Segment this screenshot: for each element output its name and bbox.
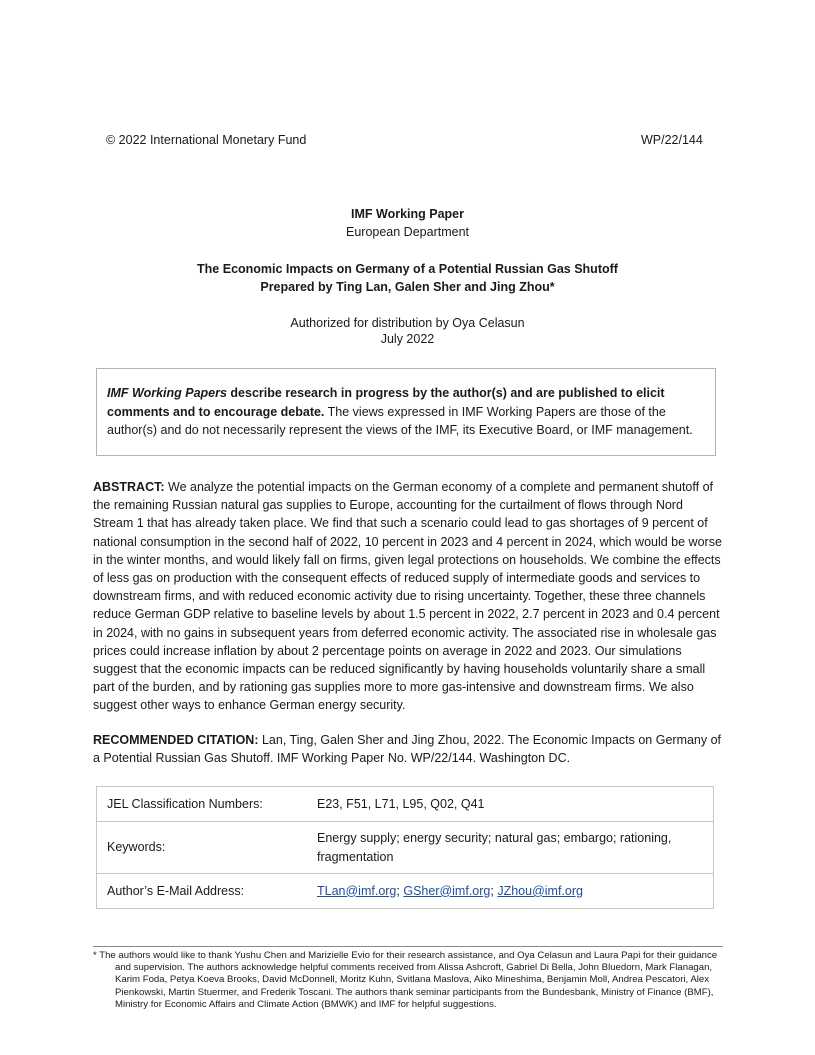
abstract [93,478,723,715]
paper-title: The Economic Impacts on Germany of a Potential Russian Gas Shutoff [197,262,618,276]
email-link-lan[interactable]: TLan@imf.org [317,883,397,898]
disclaimer-bold-text: describe research in progress by the author(s) and are published to elicit comments and to encourage debate. [107,386,665,419]
citation-text: Lan, Ting, Galen Sher and Jing Zhou, 2022. The Economic Impacts on Germany of a Potential Russian Gas Shutoff. IMF Working Paper No. WP/22/144. Washington DC. [93,733,722,766]
jel-value: E23, F51, L71, L95, Q02, Q41 [307,787,714,822]
authorized-by: Authorized for distribution by Oya Celasun [290,316,525,330]
series-name: IMF Working Paper [351,207,464,221]
publication-date: July 2022 [380,332,435,346]
disclaimer-plain-text: The views expressed in IMF Working Papers are those of the author(s) and do not necessarily represent the views of the IMF, its Executive Board, or IMF management. [107,404,693,437]
department: European Department [346,225,469,239]
abstract-text: We analyze the potential impacts on the German economy of a complete and permanent shutoff of the remaining Russian natural gas supplies to Europe, accounting for the curtailment of flows through Nord Stream 1 that has already taken place. We find that such a scenario could lead to gas shortages of 9 percent of national consumption in the second half of 2022, 10 percent in 2023 and 4 percent in 2024, which would be worse in the winter months, and would likely fall on firms, given legal protections on households. We combine the effects of less gas on production with the consequent effects of reduced supply of intermediate goods and services to downstream firms, and with reduced economic activity due to rising uncertainty. Together, these three channels reduce German GDP relative to baseline levels by about 1.5 percent in 2022, 2.7 percent in 2023 and 0.4 percent in 2024, with no gains in subsequent years from deferred economic activity. The associated rise in wholesale gas prices could increase inflation by about 2 percentage points on average in 2022 and 2023. Our simulations suggest that the economic impacts can be reduced significantly by having households voluntarily share a small part of the burden, and by rationing gas supplies more to more gas-intensive and downstream firms. We also suggest other ways to enhance German energy security. [93,480,722,713]
footnote: * The authors would like to thank Yushu Chen and Marizielle Evio for their research assistance, and Oya Celasun and Laura Papi for their guidance and supervision. The authors acknowledge helpful comments received from Alissa Ashcroft, Gabriel Di Bella, John Bluedorn, Mark Flanagan, Karim Foda, Petya Koeva Brooks, David McDonnell, Moritz Kuhn, Svitlana Maslova, Aiko Mineshima, Benjamin Moll, Andrea Pescatori, Alex Pienkowski, Martin Stuermer, and Frederik Toscani. The authors thank seminar participants from the Bundesbank, Ministry of Finance (BMF), Ministry for Economic Affairs and Climate Action (BMWK) and IMF for helpful suggestions. [93,950,718,1010]
keywords-value: Energy supply; energy security; natural gas; embargo; rationing, fragmentation [307,822,714,874]
keywords-label: Keywords: [97,822,308,874]
paper-authors: Prepared by Ting Lan, Galen Sher and Jing Zhou* [260,280,555,294]
email-link-sher[interactable]: GSher@imf.org [403,883,491,898]
email-links [307,874,714,909]
email-separator: ; [490,883,498,898]
table-row [97,787,714,822]
jel-label: JEL Classification Numbers: [97,787,308,822]
table-row [97,822,714,874]
footnote-divider [93,946,723,947]
email-separator: ; [396,883,404,898]
disclaimer-box [96,368,716,456]
recommended-citation [93,731,723,767]
email-link-zhou[interactable]: JZhou@imf.org [497,883,583,898]
citation-label: RECOMMENDED CITATION: [93,733,259,747]
email-label: Author’s E-Mail Address: [97,874,308,909]
paper-number: WP/22/144 [641,133,703,147]
disclaimer-italic-lead: IMF Working Papers [107,386,227,400]
abstract-label: ABSTRACT: [93,480,165,494]
table-row [97,874,714,909]
copyright-notice: © 2022 International Monetary Fund [106,133,307,147]
metadata-table [96,786,714,909]
